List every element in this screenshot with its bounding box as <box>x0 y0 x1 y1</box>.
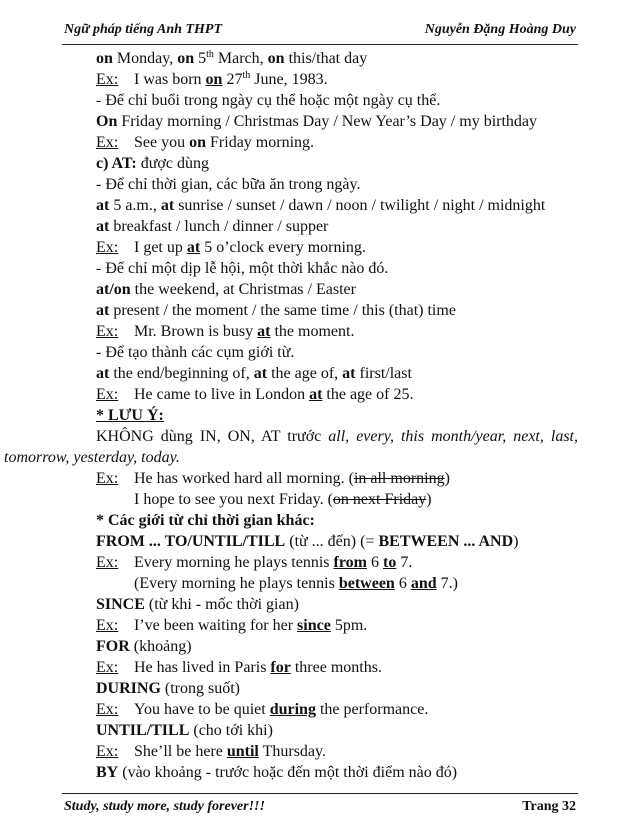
term-line <box>62 636 578 657</box>
example-sentence <box>62 321 578 342</box>
text: (từ khi - mốc thời gian) <box>144 596 299 613</box>
highlighted-preposition: from <box>333 554 367 571</box>
text: (từ ... đến) (= <box>285 533 379 550</box>
example-line <box>62 216 578 237</box>
ex-label: Ex: <box>96 470 119 487</box>
text: ) <box>513 533 519 550</box>
text: 6 <box>366 554 383 571</box>
text: 5pm. <box>330 617 368 634</box>
bold-text: at <box>160 197 175 214</box>
text: sunrise / sunset / dawn / noon / twilight / night / midnight <box>174 197 546 214</box>
example-line <box>62 195 578 216</box>
struck-text: on next Friday <box>332 491 427 508</box>
example-sentence <box>62 741 578 762</box>
bold-text: SINCE <box>96 596 145 613</box>
example-line <box>62 279 578 300</box>
term-line <box>62 594 578 615</box>
bold-text: on <box>177 50 195 67</box>
header-divider <box>62 44 578 45</box>
rule-line <box>62 90 578 111</box>
ex-label: Ex: <box>96 134 119 151</box>
bold-text: DURING <box>96 680 161 697</box>
bold-text: at <box>96 302 110 319</box>
example-sentence <box>62 573 578 594</box>
ex-label: Ex: <box>96 617 119 634</box>
text: 5 <box>194 50 207 67</box>
ex-label: Ex: <box>96 743 119 760</box>
bold-text: FROM ... TO/UNTIL/TILL <box>96 533 286 550</box>
ex-label: Ex: <box>96 239 119 256</box>
term-line <box>62 678 578 699</box>
example-line <box>62 300 578 321</box>
note-text <box>4 447 578 468</box>
text: KHÔNG dùng IN, ON, AT trước <box>96 428 329 445</box>
example-sentence <box>62 552 578 573</box>
rule-line <box>62 174 578 195</box>
text: See you <box>134 134 190 151</box>
bold-text: On <box>96 113 118 130</box>
highlighted-preposition: during <box>269 701 316 718</box>
ordinal-suffix: th <box>242 70 251 81</box>
text: breakfast / lunch / dinner / supper <box>109 218 329 235</box>
bold-text: UNTIL/TILL <box>96 722 190 739</box>
text: 6 <box>394 575 411 592</box>
text: Friday morning / Christmas Day / New Year’s Day / my birthday <box>117 113 538 130</box>
text: He has lived in Paris <box>134 659 271 676</box>
text: She’ll be here <box>134 743 227 760</box>
bold-text: FOR <box>96 638 130 655</box>
text: this/that day <box>284 50 368 67</box>
text: I’ve been waiting for her <box>134 617 298 634</box>
ex-label: Ex: <box>96 323 119 340</box>
example-line <box>62 363 578 384</box>
footer-motto: Study, study more, study forever!!! <box>64 799 265 814</box>
example-sentence <box>62 132 578 153</box>
bold-text: BY <box>96 764 119 781</box>
text: 27 <box>222 71 243 88</box>
example-sentence <box>62 69 578 90</box>
term-line <box>62 531 578 552</box>
bold-text: c) AT: <box>96 155 137 172</box>
text: 5 a.m., <box>109 197 161 214</box>
example-sentence <box>62 489 578 510</box>
bold-text: at/on <box>96 281 131 298</box>
text: Mr. Brown is busy <box>134 323 258 340</box>
italic-text: all, every, this month/year, next, last, <box>328 428 579 445</box>
text: I was born <box>134 71 206 88</box>
page-number: Trang 32 <box>522 799 576 814</box>
example-sentence <box>62 237 578 258</box>
bold-text: at <box>96 365 110 382</box>
text: the end/beginning of, <box>109 365 254 382</box>
highlighted-preposition: until <box>226 743 259 760</box>
text: ) <box>426 491 432 508</box>
note-text <box>62 426 578 447</box>
rule-line <box>62 258 578 279</box>
section-heading <box>62 510 578 531</box>
ex-label: Ex: <box>96 71 119 88</box>
text: (trong suốt) <box>160 680 240 697</box>
bold-text: on <box>267 50 285 67</box>
bold-text: * Các giới từ chỉ thời gian khác: <box>96 512 315 529</box>
text: Every morning he plays tennis <box>134 554 334 571</box>
text: I hope to see you next Friday. ( <box>134 491 333 508</box>
highlighted-preposition: on <box>205 71 223 88</box>
term-line <box>62 720 578 741</box>
text: (vào khoảng - trước hoặc đến một thời điểm nào đó) <box>118 764 458 781</box>
text: He has worked hard all morning. ( <box>134 470 354 487</box>
ex-label: Ex: <box>96 659 119 676</box>
text: 7. <box>396 554 413 571</box>
rule-line <box>62 342 578 363</box>
text: first/last <box>355 365 412 382</box>
bold-text: at <box>253 365 268 382</box>
text: three months. <box>290 659 382 676</box>
highlighted-preposition: since <box>297 617 331 634</box>
ex-label: Ex: <box>96 701 119 718</box>
text: Monday, <box>112 50 178 67</box>
text: được dùng <box>136 155 209 172</box>
text: - Để tạo thành các cụm giới từ. <box>96 344 295 361</box>
text: the performance. <box>315 701 429 718</box>
highlighted-preposition: at <box>186 239 201 256</box>
section-heading <box>62 153 578 174</box>
text: He came to live in London <box>134 386 310 403</box>
bold-text: at <box>96 218 110 235</box>
highlighted-preposition: and <box>410 575 437 592</box>
text: present / the moment / the same time / this (that) time <box>109 302 456 319</box>
text: the weekend, at Christmas / Easter <box>130 281 356 298</box>
ordinal-suffix: th <box>206 49 214 60</box>
text: (cho tới khi) <box>189 722 273 739</box>
page-body <box>4 48 579 783</box>
text: - Để chỉ buổi trong ngày cụ thể hoặc một ngày cụ thể. <box>96 92 441 109</box>
highlighted-preposition: * LƯU Ý: <box>96 407 164 424</box>
bold-text: at <box>342 365 356 382</box>
term-line <box>62 762 578 783</box>
example-sentence <box>62 657 578 678</box>
struck-text: in all morning <box>353 470 445 487</box>
highlighted-preposition: to <box>382 554 397 571</box>
text: (Every morning he plays tennis <box>134 575 339 592</box>
ex-label: Ex: <box>96 386 119 403</box>
text: Thursday. <box>258 743 326 760</box>
example-sentence <box>62 615 578 636</box>
example-sentence <box>62 699 578 720</box>
example-sentence <box>62 468 578 489</box>
note-heading <box>62 405 578 426</box>
text: June, 1983. <box>250 71 328 88</box>
text: You have to be quiet <box>134 701 270 718</box>
bold-text: on <box>96 50 113 67</box>
text: March, <box>213 50 268 67</box>
text: the age of 25. <box>322 386 414 403</box>
highlighted-preposition: between <box>338 575 395 592</box>
text: - Để chỉ một dịp lễ hội, một thời khắc nào đó. <box>96 260 389 277</box>
bold-text: on <box>189 134 207 151</box>
highlighted-preposition: at <box>309 386 323 403</box>
header-author: Nguyễn Đặng Hoàng Duy <box>424 22 576 37</box>
text: - Để chỉ thời gian, các bữa ăn trong ngày. <box>96 176 361 193</box>
text: I get up <box>134 239 187 256</box>
example-sentence <box>62 384 578 405</box>
text: 7.) <box>436 575 458 592</box>
text: the age of, <box>267 365 343 382</box>
bold-text: BETWEEN ... AND <box>378 533 514 550</box>
ex-label: Ex: <box>96 554 119 571</box>
example-line <box>62 111 578 132</box>
footer-divider <box>62 793 578 794</box>
text: the moment. <box>270 323 355 340</box>
text: Friday morning. <box>206 134 315 151</box>
text: 5 o’clock every morning. <box>200 239 366 256</box>
highlighted-preposition: for <box>270 659 291 676</box>
header-title: Ngữ pháp tiếng Anh THPT <box>64 22 222 37</box>
highlighted-preposition: at <box>257 323 271 340</box>
text: (khoảng) <box>129 638 192 655</box>
text: ) <box>444 470 450 487</box>
bold-text: at <box>96 197 110 214</box>
example-line <box>62 48 578 69</box>
italic-text: tomorrow, yesterday, today. <box>4 449 180 466</box>
